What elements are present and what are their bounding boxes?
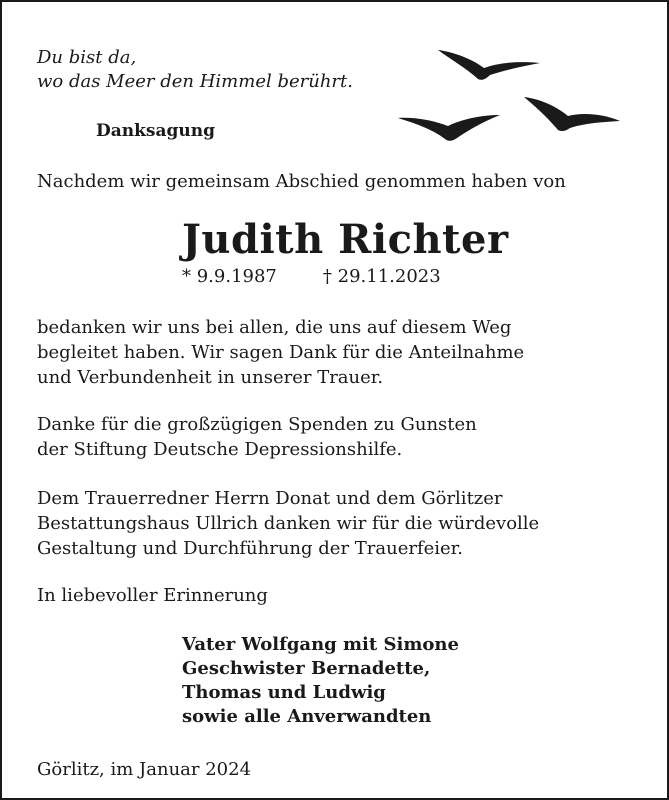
bird-icon [398, 115, 500, 141]
birth-date: * 9.9.1987 [182, 266, 277, 287]
signer-line: Geschwister Bernadette, [182, 658, 431, 679]
death-date: † 29.11.2023 [322, 266, 441, 287]
signer-line: sowie alle Anverwandten [182, 706, 432, 727]
speaker-paragraph [37, 486, 539, 561]
paragraph-line: Danke für die großzügigen Spenden zu Gunsten [37, 414, 477, 435]
flying-birds-icon [392, 42, 632, 152]
paragraph-line: Dem Trauerredner Herrn Donat und dem Görlitzer [37, 488, 503, 509]
poem [37, 46, 353, 94]
donations-paragraph [37, 412, 477, 462]
paragraph-line: und Verbundenheit in unserer Trauer. [37, 367, 384, 388]
signer-line: Vater Wolfgang mit Simone [182, 634, 459, 655]
signers [182, 633, 459, 729]
paragraph-line: bedanken wir uns bei allen, die uns auf diesem Weg [37, 317, 512, 338]
paragraph-line: der Stiftung Deutsche Depressionshilfe. [37, 439, 403, 460]
bird-icon [438, 50, 540, 80]
paragraph-line: begleitet haben. Wir sagen Dank für die Anteilnahme [37, 342, 525, 363]
deceased-name: Judith Richter [182, 216, 509, 263]
signer-line: Thomas und Ludwig [182, 682, 386, 703]
intro-text: Nachdem wir gemeinsam Abschied genommen haben von [37, 171, 566, 192]
thanks-paragraph [37, 315, 524, 390]
bird-icon [524, 97, 620, 131]
life-dates [182, 266, 441, 288]
poem-line-2: wo das Meer den Himmel berührt. [37, 71, 353, 92]
closing-line: In liebevoller Erinnerung [37, 585, 268, 606]
paragraph-line: Bestattungshaus Ullrich danken wir für die würdevolle [37, 513, 540, 534]
place-date: Görlitz, im Januar 2024 [37, 759, 252, 780]
paragraph-line: Gestaltung und Durchführung der Trauerfeier. [37, 538, 464, 559]
poem-line-1: Du bist da, [37, 47, 137, 68]
heading-danksagung: Danksagung [96, 121, 215, 141]
